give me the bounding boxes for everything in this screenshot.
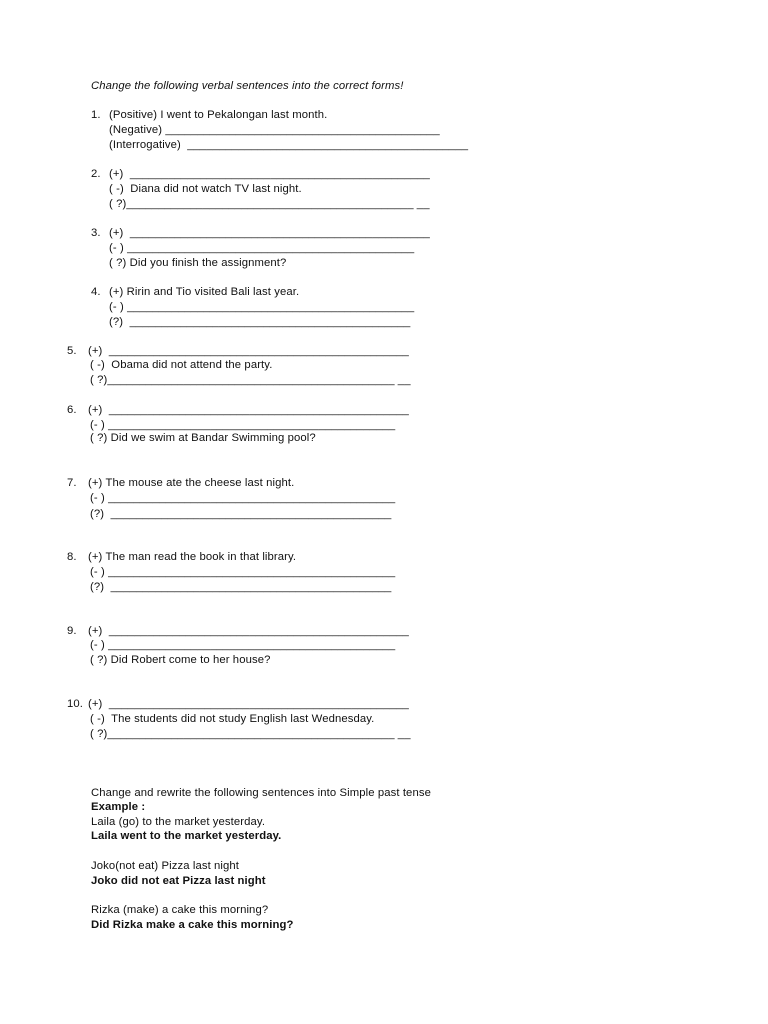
item-line-negative: (- ) _____________________________________________ [90, 639, 396, 651]
item-line-positive: (+) _______________________________________________ [109, 227, 430, 239]
exercise-2-answer: Joko did not eat Pizza last night [91, 875, 266, 887]
item-number: 6. [67, 404, 77, 416]
example-label: Example : [91, 801, 146, 813]
item-line-interrogative: ( ?) Did Robert come to her house? [90, 654, 271, 666]
item-line-interrogative: (?) ____________________________________________ [90, 581, 392, 593]
item-line-negative: ( -) Obama did not attend the party. [90, 359, 273, 371]
item-line-interrogative: ( ?) Did we swim at Bandar Swimming pool? [90, 432, 316, 444]
item-line-positive: (+) _______________________________________________ [88, 698, 409, 710]
item-line-negative: (- ) _____________________________________________ [90, 566, 396, 578]
item-line-interrogative: ( ?)_____________________________________________ __ [90, 374, 411, 386]
item-number: 3. [91, 227, 101, 239]
item-number: 1. [91, 109, 101, 121]
exercise-2-instruction: Change and rewrite the following sentences into Simple past tense [91, 787, 431, 799]
item-line-positive: (+) _______________________________________________ [88, 404, 409, 416]
item-line-negative: (- ) _____________________________________________ [109, 301, 415, 313]
item-line-interrogative: (?) ____________________________________________ [90, 508, 392, 520]
item-line-negative: (- ) _____________________________________________ [90, 492, 396, 504]
item-line-negative: (- ) _____________________________________________ [90, 419, 396, 431]
item-number: 4. [91, 286, 101, 298]
item-line-negative: (Negative) ___________________________________________ [109, 124, 440, 136]
item-number: 5. [67, 345, 77, 357]
item-line-interrogative: (Interrogative) ____________________________________________ [109, 139, 469, 151]
example-question: Laila (go) to the market yesterday. [91, 816, 266, 828]
item-line-positive: (+) _______________________________________________ [88, 345, 409, 357]
item-line-positive: (+) The mouse ate the cheese last night. [88, 477, 295, 489]
item-number: 10. [67, 698, 84, 710]
item-line-positive: (+) The man read the book in that library. [88, 551, 297, 563]
item-line-positive: (+) _______________________________________________ [88, 625, 409, 637]
item-number: 9. [67, 625, 77, 637]
item-number: 2. [91, 168, 101, 180]
item-line-interrogative: ( ?) Did you finish the assignment? [109, 257, 287, 269]
item-number: 8. [67, 551, 77, 563]
example-answer: Laila went to the market yesterday. [91, 830, 282, 842]
item-line-positive: (+) _______________________________________________ [109, 168, 430, 180]
item-line-positive: (Positive) I went to Pekalongan last month. [109, 109, 328, 121]
item-line-interrogative: ( ?)_____________________________________________ __ [109, 198, 430, 210]
exercise-2-question: Joko(not eat) Pizza last night [91, 860, 240, 872]
exercise-2-answer: Did Rizka make a cake this morning? [91, 919, 294, 931]
item-line-positive: (+) Ririn and Tio visited Bali last year. [109, 286, 300, 298]
item-number: 7. [67, 477, 77, 489]
item-line-interrogative: (?) ____________________________________________ [109, 316, 411, 328]
exercise-2-question: Rizka (make) a cake this morning? [91, 904, 269, 916]
item-line-negative: ( -) The students did not study English last Wednesday. [90, 713, 375, 725]
instruction-heading: Change the following verbal sentences into the correct forms! [91, 80, 404, 92]
item-line-interrogative: ( ?)_____________________________________________ __ [90, 728, 411, 740]
item-line-negative: (- ) _____________________________________________ [109, 242, 415, 254]
item-line-negative: ( -) Diana did not watch TV last night. [109, 183, 302, 195]
